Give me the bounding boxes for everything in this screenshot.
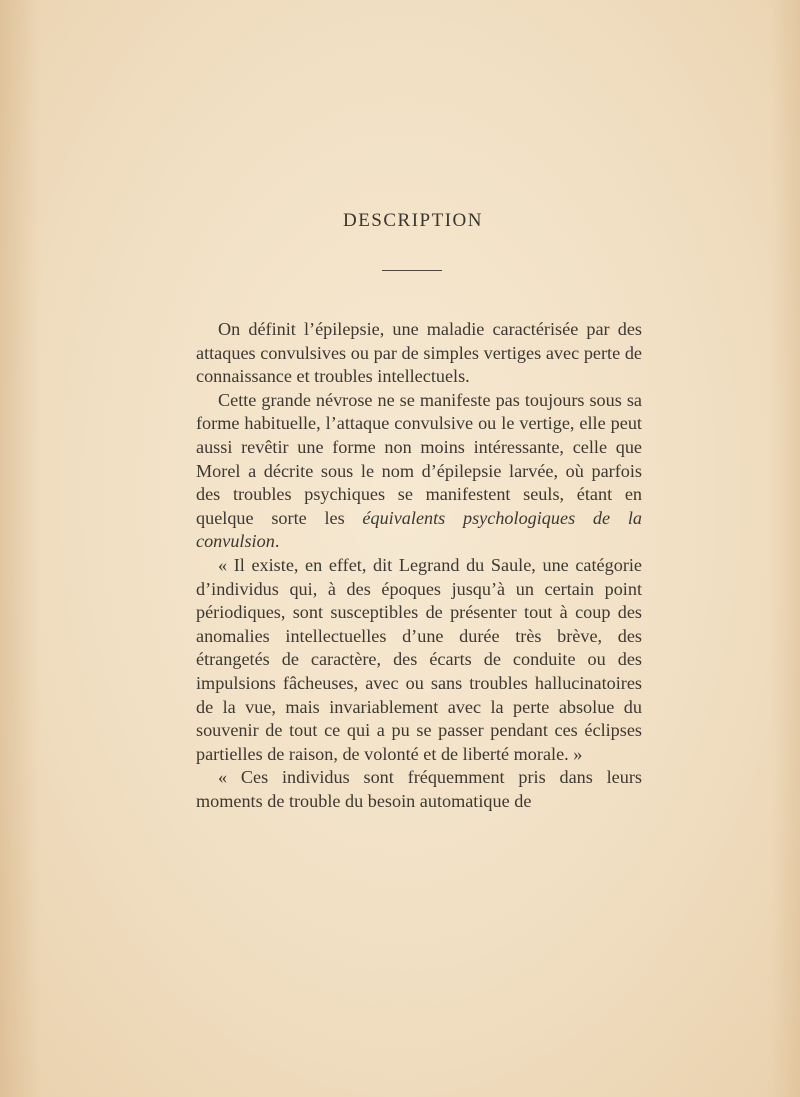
italic-phrase: équivalents psychologiques de la convulsion xyxy=(196,507,642,552)
paragraph-legrand-quote: « Il existe, en effet, dit Legrand du Saule, une catégorie d’individus qui, à des époques jusqu’à un certain point périodiques, sont susceptibles de présenter tout à coup des anomalies intellectuelles d’une durée très brève, des étrangetés de caractère, des écarts de conduite ou des impulsions fâcheuses, avec ou sans troubles hallucinatoires de la vue, mais invariablement avec la perte absolue du souvenir de tout ce qui a pu se passer pendant ces éclipses partielles de raison, de volonté et de liberté morale. » xyxy=(196,554,642,764)
page-edge-shadow-left xyxy=(0,0,40,1097)
paragraph-epilepsie-larvee xyxy=(196,389,642,554)
paragraph-text: Cette grande névrose ne se manifeste pas toujours sous sa forme habituelle, l’attaque convulsive ou le vertige, elle peut aussi revêtir une forme non moins intéressante, celle que Morel a décrite sous le nom d’épilepsie larvée, où parfois des troubles psychiques se manifestent seuls, étant en quelque sorte les xyxy=(196,389,642,528)
paragraph-continuation: « Ces individus sont fréquemment pris dans leurs moments de trouble du besoin automatique de xyxy=(196,767,642,811)
title-divider xyxy=(382,270,442,271)
page-title: DESCRIPTION xyxy=(342,210,483,231)
body-text xyxy=(196,318,642,813)
paragraph-definition: On définit l’épilepsie, une maladie caractérisée par des attaques convulsives ou par de simples vertiges avec perte de connaissance et troubles intellectuels. xyxy=(196,319,642,387)
paragraph-end: . xyxy=(274,531,280,552)
page-edge-shadow-right xyxy=(770,0,800,1097)
